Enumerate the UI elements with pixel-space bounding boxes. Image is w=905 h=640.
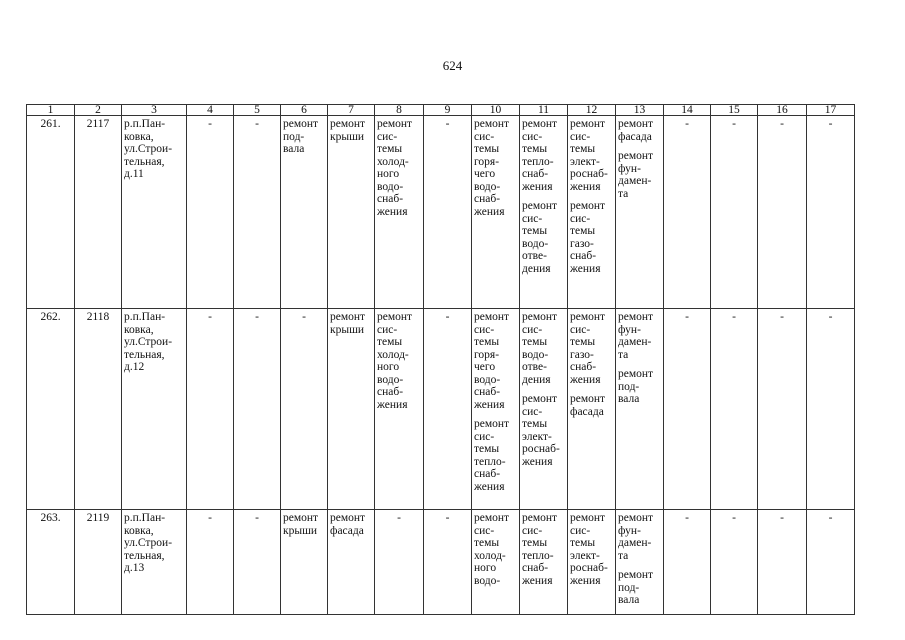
cell-col-6 — [281, 510, 328, 615]
work-item: ремонт фун- дамен- та — [618, 311, 654, 361]
address-line: ковка, — [124, 524, 154, 537]
cell-col-11 — [520, 309, 568, 510]
cell-col-9: - — [424, 309, 472, 510]
address-line: ковка, — [124, 323, 154, 336]
cell-col-2: 2118 — [75, 309, 122, 510]
column-header-10: 10 — [472, 105, 520, 116]
column-header-17: 17 — [807, 105, 855, 116]
cell-col-6 — [281, 116, 328, 309]
column-header-13: 13 — [616, 105, 664, 116]
cell-col-9: - — [424, 116, 472, 309]
cell-col-4: - — [187, 116, 234, 309]
work-item: ремонт сис- темы элект- роснаб- жения — [570, 118, 608, 193]
cell-col-15: - — [711, 116, 758, 309]
cell-col-5: - — [234, 309, 281, 510]
cell-col-13 — [616, 116, 664, 309]
work-item: ремонт фун- дамен- та — [618, 512, 654, 562]
address-line: тельная, — [124, 348, 165, 361]
column-header-12: 12 — [568, 105, 616, 116]
cell-col-11 — [520, 116, 568, 309]
column-header-3: 3 — [122, 105, 187, 116]
address-line: д.13 — [124, 562, 145, 574]
work-item: ремонт сис- темы тепло- снаб- жения — [522, 512, 558, 587]
cell-col-7 — [328, 309, 375, 510]
column-header-8: 8 — [375, 105, 424, 116]
cell-col-10 — [472, 510, 520, 615]
cell-col-9: - — [424, 510, 472, 615]
column-header-11: 11 — [520, 105, 568, 116]
cell-col-8: - — [375, 510, 424, 615]
address-line: р.п.Пан- — [124, 118, 166, 130]
address-line: ковка, — [124, 130, 154, 143]
work-item: ремонт сис- темы холод- ного водо- снаб- жения — [377, 118, 413, 218]
cell-col-4: - — [187, 309, 234, 510]
cell-col-14: - — [664, 309, 711, 510]
cell-col-12 — [568, 116, 616, 309]
address-line: ул.Строи- — [124, 143, 173, 155]
work-item: ремонт сис- темы элект- роснаб- жения — [570, 512, 608, 587]
cell-col-7 — [328, 510, 375, 615]
column-header-5: 5 — [234, 105, 281, 116]
cell-col-7 — [328, 116, 375, 309]
work-item: ремонт сис- темы газо- снаб- жения — [570, 311, 606, 386]
header-row — [27, 105, 855, 116]
work-item: ремонт сис- темы холод- ного водо- снаб- жения — [377, 311, 413, 411]
cell-col-3 — [122, 510, 187, 615]
work-item: ремонт сис- темы тепло- снаб- жения — [474, 418, 510, 493]
address-line: тельная, — [124, 549, 165, 562]
cell-col-10 — [472, 116, 520, 309]
cell-col-16: - — [758, 116, 807, 309]
address-line: д.11 — [124, 168, 144, 180]
column-header-14: 14 — [664, 105, 711, 116]
work-item: ремонт фун- дамен- та — [618, 150, 654, 200]
address-line: д.12 — [124, 361, 145, 373]
cell-col-17: - — [807, 510, 855, 615]
cell-col-5: - — [234, 116, 281, 309]
work-item: ремонт сис- темы горя- чего водо- снаб- жения — [474, 118, 510, 218]
cell-col-15: - — [711, 510, 758, 615]
cell-col-10 — [472, 309, 520, 510]
cell-col-4: - — [187, 510, 234, 615]
address-line: р.п.Пан- — [124, 512, 166, 524]
cell-col-16: - — [758, 309, 807, 510]
work-item: ремонт крыши — [330, 311, 366, 336]
cell-col-1: 261. — [27, 116, 75, 309]
column-header-7: 7 — [328, 105, 375, 116]
work-item: ремонт сис- темы тепло- снаб- жения — [522, 118, 558, 193]
cell-col-17: - — [807, 309, 855, 510]
work-item: ремонт сис- темы элект- роснаб- жения — [522, 393, 560, 468]
table-row — [27, 510, 855, 615]
cell-col-15: - — [711, 309, 758, 510]
work-item: ремонт фасада — [570, 393, 606, 418]
column-header-4: 4 — [187, 105, 234, 116]
cell-col-14: - — [664, 510, 711, 615]
work-item: ремонт сис- темы горя- чего водо- снаб- жения — [474, 311, 510, 411]
cell-col-1: 263. — [27, 510, 75, 615]
address-line: ул.Строи- — [124, 336, 173, 348]
column-header-9: 9 — [424, 105, 472, 116]
column-header-15: 15 — [711, 105, 758, 116]
work-item: ремонт фасада — [330, 512, 366, 537]
work-item: ремонт крыши — [283, 512, 319, 537]
work-item: ремонт под- вала — [618, 368, 654, 405]
column-header-1: 1 — [27, 105, 75, 116]
work-item: ремонт фасада — [618, 118, 654, 143]
column-header-16: 16 — [758, 105, 807, 116]
cell-col-13 — [616, 309, 664, 510]
address-line: ул.Строи- — [124, 537, 173, 549]
cell-col-8 — [375, 116, 424, 309]
table-row — [27, 309, 855, 510]
cell-col-5: - — [234, 510, 281, 615]
work-item: ремонт сис- темы водо- отве- дения — [522, 311, 558, 386]
cell-col-11 — [520, 510, 568, 615]
cell-col-3 — [122, 309, 187, 510]
work-item: ремонт крыши — [330, 118, 366, 143]
cell-col-14: - — [664, 116, 711, 309]
column-header-2: 2 — [75, 105, 122, 116]
work-item: ремонт сис- темы холод- ного водо- — [474, 512, 510, 587]
cell-col-3 — [122, 116, 187, 309]
cell-col-13 — [616, 510, 664, 615]
work-item: ремонт под- вала — [283, 118, 319, 155]
cell-col-8 — [375, 309, 424, 510]
cell-col-17: - — [807, 116, 855, 309]
work-item: ремонт под- вала — [618, 569, 654, 606]
cell-col-6: - — [281, 309, 328, 510]
address-line: р.п.Пан- — [124, 311, 166, 323]
cell-col-12 — [568, 309, 616, 510]
cell-col-1: 262. — [27, 309, 75, 510]
work-item: ремонт сис- темы газо- снаб- жения — [570, 200, 606, 275]
table-row — [27, 116, 855, 309]
cell-col-12 — [568, 510, 616, 615]
cell-col-16: - — [758, 510, 807, 615]
cell-col-2: 2119 — [75, 510, 122, 615]
page-number: 624 — [442, 58, 463, 73]
repair-schedule-table — [26, 104, 855, 615]
column-header-6: 6 — [281, 105, 328, 116]
address-line: тельная, — [124, 155, 165, 168]
work-item: ремонт сис- темы водо- отве- дения — [522, 200, 558, 275]
cell-col-2: 2117 — [75, 116, 122, 309]
